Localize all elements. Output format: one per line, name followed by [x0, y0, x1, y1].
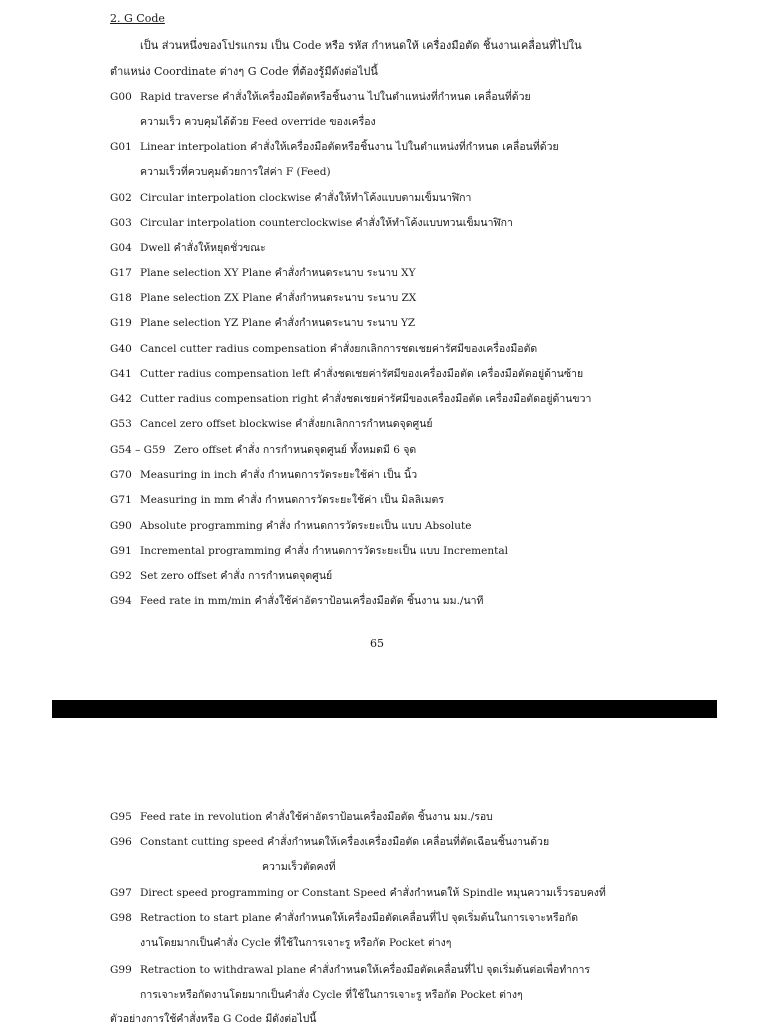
gcode-description: Retraction to withdrawal plane คำสั่งกำหนดให้เครื่องมือตัดเคลื่อนที่ไป จุดเริ่มต้นต่อเพื่อทำการ: [140, 964, 591, 976]
gcode-description: Set zero offset คำสั่ง การกำหนดจุดศูนย์: [140, 570, 333, 582]
gcode-entry: [110, 884, 606, 901]
gcode-entry: [110, 808, 493, 825]
gcode-entry: [110, 415, 433, 432]
gcode-description: Circular interpolation counterclockwise คำสั่งให้ทำโค้งแบบทวนเข็มนาฬิกา: [140, 217, 513, 229]
gcode-entry: [110, 567, 332, 584]
gcode-description-continued: การเจาะหรือกัดงานโดยมากเป็นคำสั่ง Cycle ที่ใช้ในการเจาะรู หรือกัด Pocket ต่างๆ: [140, 989, 523, 1001]
intro-paragraph-line-2: ตำแหน่ง Coordinate ต่างๆ G Code ที่ต้องรู้มีดังต่อไปนี้: [110, 65, 378, 78]
gcode-description: Incremental programming คำสั่ง กำหนดการวัดระยะเป็น แบบ Incremental: [140, 545, 508, 557]
gcode-entry: [110, 961, 590, 978]
gcode-entry: [110, 491, 444, 508]
gcode-entry: [110, 542, 508, 559]
gcode-label: G90: [110, 520, 132, 532]
gcode-description-continued: งานโดยมากเป็นคำสั่ง Cycle ที่ใช้ในการเจาะรู หรือกัด Pocket ต่างๆ: [140, 937, 452, 949]
gcode-description: Circular interpolation clockwise คำสั่งให้ทำโค้งแบบตามเข็มนาฬิกา: [140, 192, 472, 204]
gcode-label: G54 – G59: [110, 444, 166, 456]
gcode-label: G01: [110, 141, 132, 153]
gcode-entry: [110, 833, 549, 850]
gcode-description: Plane selection YZ Plane คำสั่งกำหนดระนาบ ระนาบ YZ: [140, 317, 416, 329]
gcode-entry: [110, 138, 559, 155]
gcode-description: Cutter radius compensation right คำสั่งชดเชยค่ารัศมีของเครื่องมือตัด เครื่องมือตัดอยู่ด้านขวา: [140, 393, 592, 405]
gcode-label: G97: [110, 887, 132, 899]
gcode-label: G17: [110, 267, 132, 279]
gcode-label: G19: [110, 317, 132, 329]
gcode-label: G53: [110, 418, 132, 430]
gcode-entry: [110, 264, 416, 281]
gcode-label: G42: [110, 393, 132, 405]
gcode-entry: [110, 314, 415, 331]
gcode-label: G40: [110, 343, 132, 355]
gcode-entry: [110, 289, 416, 306]
gcode-label: G41: [110, 368, 132, 380]
gcode-label: G99: [110, 964, 132, 976]
gcode-entry: [110, 592, 483, 609]
gcode-entry: [110, 390, 591, 407]
section-title: 2. G Code: [110, 12, 165, 25]
gcode-label: G91: [110, 545, 132, 557]
gcode-description: Dwell คำสั่งให้หยุดชั่วขณะ: [140, 242, 266, 254]
gcode-entry: [110, 189, 471, 206]
gcode-label: G98: [110, 912, 132, 924]
gcode-description: Cancel zero offset blockwise คำสั่งยกเลิกการกำหนดจุดศูนย์: [140, 418, 433, 430]
gcode-label: G03: [110, 217, 132, 229]
gcode-description-continued: ความเร็ว ควบคุมได้ด้วย Feed override ของเครื่อง: [140, 116, 376, 128]
gcode-entry: [110, 214, 513, 231]
gcode-description: Plane selection ZX Plane คำสั่งกำหนดระนาบ ระนาบ ZX: [140, 292, 417, 304]
gcode-entry: [110, 365, 583, 382]
page-divider-bar: [52, 700, 717, 718]
gcode-description: Direct speed programming or Constant Speed คำสั่งกำหนดให้ Spindle หมุนความเร็วรอบคงที่: [140, 887, 606, 899]
gcode-label: G70: [110, 469, 132, 481]
intro-paragraph-line-1: เป็น ส่วนหนึ่งของโปรแกรม เป็น Code หรือ รหัส กำหนดให้ เครื่องมือตัด ชิ้นงานเคลื่อนที่ไปใน: [140, 39, 582, 52]
gcode-entry: [110, 909, 578, 926]
gcode-description: Plane selection XY Plane คำสั่งกำหนดระนาบ ระนาบ XY: [140, 267, 416, 279]
gcode-entry: [110, 88, 531, 105]
gcode-label: G00: [110, 91, 132, 103]
gcode-description: Cutter radius compensation left คำสั่งชดเชยค่ารัศมีของเครื่องมือตัด เครื่องมือตัดอยู่ด้านซ้าย: [140, 368, 584, 380]
gcode-label: G02: [110, 192, 132, 204]
gcode-entry: [110, 239, 266, 256]
examples-intro-line: ตัวอย่างการใช้คำสั่งหรือ G Code มีดังต่อไปนี้: [110, 1013, 317, 1025]
gcode-description: Retraction to start plane คำสั่งกำหนดให้เครื่องมือตัดเคลื่อนที่ไป จุดเริ่มต้นในการเจาะหรือกัด: [140, 912, 579, 924]
document-page-next: [0, 718, 768, 1024]
gcode-label: G04: [110, 242, 132, 254]
gcode-entry: [110, 441, 416, 458]
gcode-description: Zero offset คำสั่ง การกำหนดจุดศูนย์ ทั้งหมดมี 6 จุด: [174, 444, 417, 456]
gcode-description: Feed rate in mm/min คำสั่งใช้ค่าอัตราป้อนเครื่องมือตัด ชิ้นงาน มม./นาที: [140, 595, 484, 607]
gcode-label: G96: [110, 836, 132, 848]
gcode-description: Linear interpolation คำสั่งให้เครื่องมือตัดหรือชิ้นงาน ไปในตำแหน่งที่กำหนด เคลื่อนที่ด้วย: [140, 141, 559, 153]
gcode-label: G92: [110, 570, 132, 582]
gcode-description: Cancel cutter radius compensation คำสั่งยกเลิกการชดเชยค่ารัศมีของเครื่องมือตัด: [140, 343, 538, 355]
gcode-entry: [110, 340, 537, 357]
gcode-label: G95: [110, 811, 132, 823]
gcode-description-continued: ความเร็วที่ควบคุมด้วยการใส่ค่า F (Feed): [140, 166, 331, 178]
gcode-entry: [110, 517, 471, 534]
gcode-description-continued: ความเร็วตัดคงที่: [262, 861, 336, 873]
gcode-entry: [110, 466, 417, 483]
gcode-description: Feed rate in revolution คำสั่งใช้ค่าอัตราป้อนเครื่องมือตัด ชิ้นงาน มม./รอบ: [140, 811, 493, 823]
gcode-description: Constant cutting speed คำสั่งกำหนดให้เครื่องเครื่องมือตัด เคลื่อนที่ตัดเฉือนชิ้นงานด้วย: [140, 836, 550, 848]
gcode-description: Measuring in inch คำสั่ง กำหนดการวัดระยะใช้ค่า เป็น นิ้ว: [140, 469, 418, 481]
gcode-label: G71: [110, 494, 132, 506]
gcode-label: G18: [110, 292, 132, 304]
page-number: 65: [370, 637, 384, 650]
gcode-description: Rapid traverse คำสั่งให้เครื่องมือตัดหรือชิ้นงาน ไปในตำแหน่งที่กำหนด เคลื่อนที่ด้วย: [140, 91, 531, 103]
gcode-description: Absolute programming คำสั่ง กำหนดการวัดระยะเป็น แบบ Absolute: [140, 520, 472, 532]
gcode-label: G94: [110, 595, 132, 607]
gcode-description: Measuring in mm คำสั่ง กำหนดการวัดระยะใช้ค่า เป็น มิลลิเมตร: [140, 494, 444, 506]
